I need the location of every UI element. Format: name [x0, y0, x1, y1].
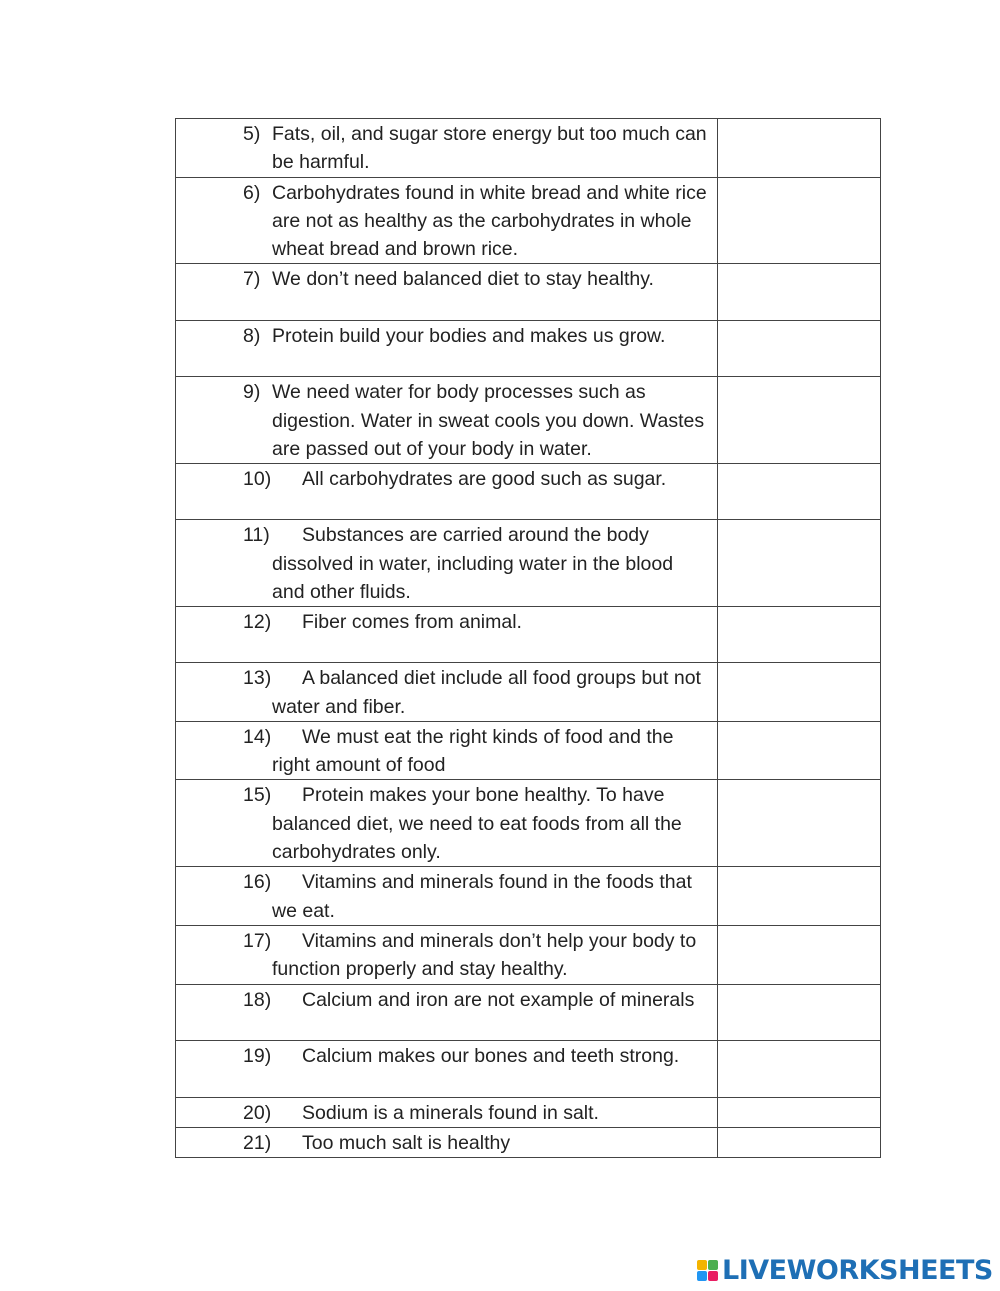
answer-input[interactable]	[718, 1098, 880, 1126]
statement	[176, 119, 717, 177]
statement-text: Fiber comes from animal.	[302, 611, 522, 634]
item-number: 19)	[243, 1044, 272, 1067]
statement-cell	[176, 867, 718, 926]
table-row	[176, 377, 881, 464]
item-number: 21)	[243, 1131, 272, 1154]
table-row	[176, 721, 881, 780]
statement-cell	[176, 984, 718, 1040]
statement	[176, 377, 717, 463]
statement-cell	[176, 1040, 718, 1097]
statement-text: Calcium and iron are not example of minerals	[302, 988, 695, 1011]
answer-cell[interactable]	[718, 377, 881, 464]
table-row	[176, 177, 881, 264]
table-row	[176, 321, 881, 377]
statement-cell	[176, 464, 718, 520]
answer-cell[interactable]	[718, 1040, 881, 1097]
answer-cell[interactable]	[718, 464, 881, 520]
statement	[176, 178, 717, 264]
table-row	[176, 1097, 881, 1127]
item-number: 14)	[243, 725, 272, 748]
statement-cell	[176, 119, 718, 178]
statement	[176, 1128, 717, 1157]
table-row	[176, 1040, 881, 1097]
table-row	[176, 464, 881, 520]
statement-cell	[176, 177, 718, 264]
statement	[176, 985, 717, 1014]
statement	[176, 264, 717, 293]
table-row	[176, 925, 881, 984]
answer-cell[interactable]	[718, 520, 881, 607]
statement-text: Calcium makes our bones and teeth strong.	[302, 1044, 680, 1067]
answer-input[interactable]	[718, 926, 880, 982]
answer-input[interactable]	[718, 520, 880, 604]
statement	[176, 663, 717, 721]
item-number: 15)	[243, 784, 272, 807]
table-row	[176, 119, 881, 178]
answer-input[interactable]	[718, 780, 880, 864]
statement-cell	[176, 925, 718, 984]
answer-cell[interactable]	[718, 1127, 881, 1157]
answer-input[interactable]	[718, 178, 880, 262]
answer-input[interactable]	[718, 663, 880, 719]
item-number: 18)	[243, 988, 272, 1011]
answer-input[interactable]	[718, 464, 880, 519]
table-row	[176, 1127, 881, 1157]
statement	[176, 607, 717, 636]
item-number: 13)	[243, 667, 272, 690]
statement	[176, 780, 717, 866]
statement-cell	[176, 780, 718, 867]
answer-cell[interactable]	[718, 984, 881, 1040]
item-number: 9)	[243, 381, 261, 404]
statement-cell	[176, 1097, 718, 1127]
statement	[176, 867, 717, 925]
statement	[176, 321, 717, 350]
table-row	[176, 780, 881, 867]
answer-cell[interactable]	[718, 867, 881, 926]
statement-text: Protein makes your bone healthy. To have balanced diet, we need to eat foods from all the carbohydrates only.	[272, 784, 682, 864]
statement-cell	[176, 663, 718, 722]
statement-text: Vitamins and minerals found in the foods that we eat.	[272, 871, 692, 922]
statement-text: A balanced diet include all food groups but not water and fiber.	[272, 667, 701, 718]
statement-text: Vitamins and minerals don’t help your body to function properly and stay healthy.	[272, 929, 697, 981]
table-row	[176, 984, 881, 1040]
statement	[176, 926, 717, 984]
statement-cell	[176, 607, 718, 663]
statement-cell	[176, 520, 718, 607]
item-number: 5)	[243, 123, 261, 145]
answer-input[interactable]	[718, 321, 880, 376]
statement	[176, 722, 717, 780]
answer-cell[interactable]	[718, 321, 881, 377]
statement	[176, 1098, 717, 1127]
item-number: 20)	[243, 1101, 272, 1124]
statement-text: All carbohydrates are good such as sugar.	[302, 468, 667, 491]
table-row	[176, 663, 881, 722]
statement-cell	[176, 321, 718, 377]
statement-text: Fats, oil, and sugar store energy but too much can be harmful.	[272, 123, 707, 174]
statement	[176, 1041, 717, 1070]
statement-text: We don’t need balanced diet to stay healthy.	[272, 268, 654, 291]
item-number: 12)	[243, 611, 272, 634]
statement-text: Substances are carried around the body dissolved in water, including water in the blood and other fluids.	[272, 524, 674, 603]
table-row	[176, 607, 881, 663]
answer-cell[interactable]	[718, 264, 881, 321]
table-row	[176, 520, 881, 607]
answer-input[interactable]	[718, 867, 880, 922]
logo-mark-icon	[697, 1260, 718, 1281]
item-number: 16)	[243, 871, 272, 894]
answer-cell[interactable]	[718, 177, 881, 264]
answer-cell[interactable]	[718, 663, 881, 722]
item-number: 7)	[243, 268, 261, 291]
statement-text: Sodium is a minerals found in salt.	[302, 1101, 599, 1124]
answer-input[interactable]	[718, 377, 880, 461]
answer-input[interactable]	[718, 264, 880, 320]
answer-cell[interactable]	[718, 607, 881, 663]
statement	[176, 520, 717, 606]
table-row	[176, 264, 881, 321]
answer-cell[interactable]	[718, 119, 881, 178]
statement-cell	[176, 721, 718, 780]
answer-cell[interactable]	[718, 1097, 881, 1127]
answer-cell[interactable]	[718, 721, 881, 780]
item-number: 8)	[243, 325, 261, 348]
statement-text: We must eat the right kinds of food and the right amount of food	[272, 725, 674, 777]
statement-text: We need water for body processes such as digestion. Water in sweat cools you down. Wastes are passed out of your body in water.	[272, 381, 705, 461]
statement-cell	[176, 377, 718, 464]
answer-cell[interactable]	[718, 925, 881, 984]
answer-input[interactable]	[718, 607, 880, 662]
item-number: 10)	[243, 468, 272, 491]
item-number: 17)	[243, 929, 272, 952]
statement-cell	[176, 1127, 718, 1157]
answer-input[interactable]	[718, 1128, 880, 1155]
answer-input[interactable]	[718, 985, 880, 1040]
answer-cell[interactable]	[718, 780, 881, 867]
statement-text: Carbohydrates found in white bread and white rice are not as healthy as the carbohydrates in whole wheat bread and brown rice.	[272, 181, 707, 261]
item-number: 11)	[243, 524, 270, 547]
table-row	[176, 867, 881, 926]
item-number: 6)	[243, 181, 261, 204]
statement-cell	[176, 264, 718, 321]
liveworksheets-logo	[697, 1252, 993, 1288]
statement	[176, 464, 717, 493]
worksheet-table	[175, 118, 881, 1158]
statement-text: Too much salt is healthy	[302, 1131, 511, 1154]
statement-text: Protein build your bodies and makes us grow.	[272, 325, 666, 348]
answer-input[interactable]	[718, 119, 880, 175]
answer-input[interactable]	[718, 722, 880, 777]
answer-input[interactable]	[718, 1041, 880, 1097]
logo-text: LIVEWORKSHEETS	[722, 1254, 993, 1286]
